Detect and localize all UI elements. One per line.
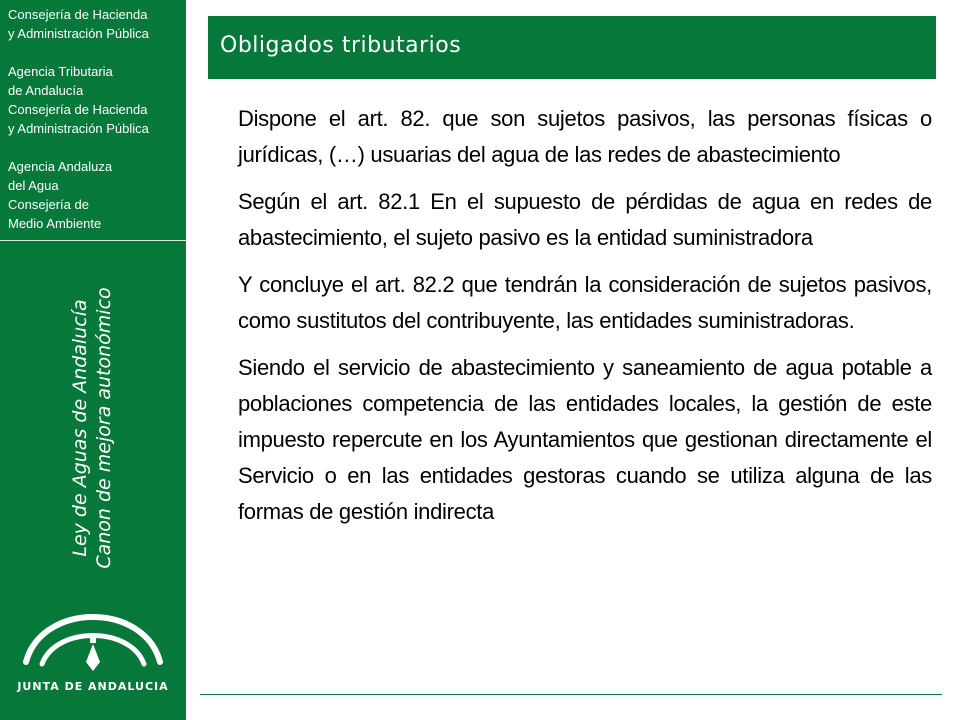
organization-line: y Administración Pública [8,26,149,41]
paragraph: Según el art. 82.1 En el supuesto de pérdidas de agua en redes de abastecimiento, el sujeto pasivo es la entidad suministradora [238,189,932,250]
vertical-title-line: Ley de Aguas de Andalucía [69,299,91,557]
organization-line: Consejería de Hacienda [8,102,148,117]
vertical-title-line: Canon de mejora autonómico [93,287,115,569]
organization-group [8,62,186,138]
organization-line: Consejería de Hacienda [8,7,148,22]
organization-line: Consejería de [8,197,89,212]
organization-line: de Andalucía [8,83,84,98]
organization-line: y Administración Pública [8,121,149,136]
header-bar [208,16,936,79]
paragraph: Y concluye el art. 82.2 que tendrán la consideración de sujetos pasivos, como sustitutos del contribuyente, las entidades suministradoras. [238,272,932,333]
organization-line: Medio Ambiente [8,216,102,231]
paragraph: Dispone el art. 82. que son sujetos pasivos, las personas físicas o jurídicas, (…) usuarias del agua de las redes de abastecimiento [238,106,932,167]
organization-group [8,157,186,233]
sidebar [0,0,186,720]
content-body [238,101,932,541]
paragraph: Siendo el servicio de abastecimiento y saneamiento de agua potable a poblaciones competencia de las entidades locales, la gestión de este impuesto repercute en los Ayuntamientos que gestionan directamente el Servicio o en las entidades gestoras cuando se utiliza alguna de las formas de gestión indirecta [238,355,932,524]
page-title: Obligados tributarios [220,33,462,58]
organization-list [8,5,186,233]
junta-andalucia-logo-text: JUNTA DE ANDALUCIA [17,680,169,693]
organization-line: Agencia Tributaria [8,64,113,79]
organization-line: del Agua [8,178,59,193]
vertical-title [68,258,116,598]
footer-divider [200,694,942,695]
sidebar-divider [0,240,186,241]
organization-group [8,5,186,43]
organization-line: Agencia Andaluza [8,159,113,174]
